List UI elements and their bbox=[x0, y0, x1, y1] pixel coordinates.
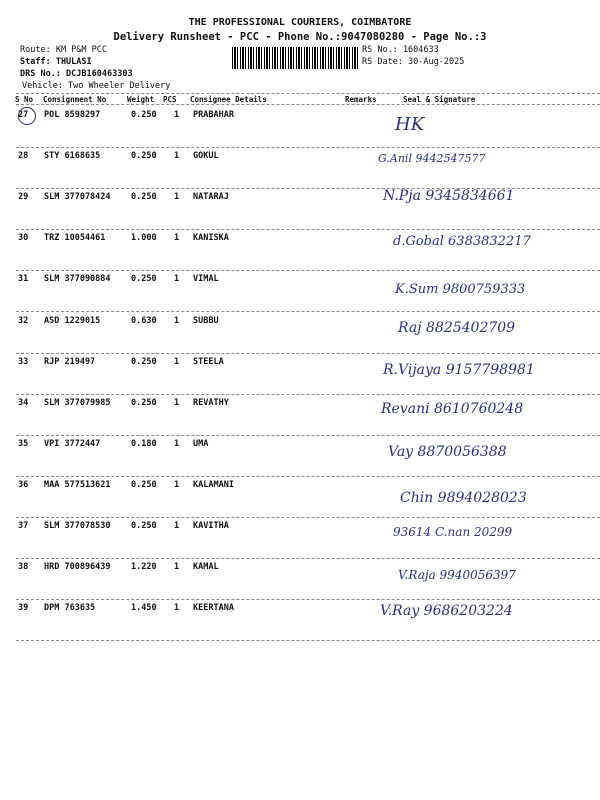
row-divider bbox=[16, 229, 600, 230]
handwritten-signature: Chin 9894028023 bbox=[400, 490, 527, 506]
table-row bbox=[0, 439, 600, 480]
consignee-name: STEELA bbox=[193, 356, 224, 367]
row-divider bbox=[16, 147, 600, 148]
col-remarks: Remarks bbox=[345, 95, 377, 104]
weight-value: 0.250 bbox=[131, 397, 157, 408]
consignee-name: VIMAL bbox=[193, 274, 219, 285]
serial-number: 34 bbox=[18, 397, 29, 408]
weight-value: 0.180 bbox=[131, 438, 157, 449]
barcode-image bbox=[232, 47, 358, 69]
pieces-count: 1 bbox=[174, 603, 180, 614]
col-weight: Weight bbox=[127, 95, 155, 104]
col-consignee: Consignee Details bbox=[190, 95, 267, 104]
staff-label: Staff: THULASI bbox=[20, 57, 92, 67]
consignment-number: SLM 377079985 bbox=[44, 397, 111, 408]
serial-number: 39 bbox=[18, 603, 29, 614]
serial-number: 29 bbox=[18, 192, 29, 203]
pieces-count: 1 bbox=[174, 521, 180, 531]
consignee-name: KALAMANI bbox=[193, 479, 234, 490]
handwritten-signature: V.Ray 9686203224 bbox=[380, 603, 513, 619]
col-consignment: Consignment No bbox=[43, 95, 107, 104]
table-row bbox=[0, 151, 600, 192]
consignee-name: KAVITHA bbox=[193, 521, 229, 531]
serial-number: 37 bbox=[18, 521, 29, 531]
pieces-count: 1 bbox=[174, 151, 180, 162]
row-divider bbox=[16, 353, 600, 354]
weight-value: 0.250 bbox=[131, 110, 157, 120]
handwritten-signature: 93614 C.nan 20299 bbox=[393, 525, 513, 539]
pieces-count: 1 bbox=[174, 274, 180, 285]
header-bottom-rule bbox=[16, 104, 600, 105]
row-divider bbox=[16, 599, 600, 600]
pieces-count: 1 bbox=[174, 110, 180, 120]
weight-value: 0.250 bbox=[131, 192, 157, 203]
row-divider bbox=[16, 394, 600, 395]
serial-number: 27 bbox=[18, 110, 29, 120]
pieces-count: 1 bbox=[174, 397, 180, 408]
handwritten-signature: V.Raja 9940056397 bbox=[398, 568, 516, 582]
consignee-name: NATARAJ bbox=[193, 192, 229, 203]
pieces-count: 1 bbox=[174, 562, 180, 573]
handwritten-signature: N.Pja 9345834661 bbox=[383, 188, 515, 204]
pieces-count: 1 bbox=[174, 438, 180, 449]
runsheet-subtitle: Delivery Runsheet - PCC - Phone No.:9047080280 - Page No.:3 bbox=[113, 31, 487, 43]
consignment-number: DPM 763635 bbox=[44, 603, 96, 614]
weight-value: 0.250 bbox=[131, 521, 157, 531]
row-divider bbox=[16, 435, 600, 436]
consignee-name: KAMAL bbox=[193, 562, 219, 573]
consignment-number: HRD 700896439 bbox=[44, 562, 111, 573]
weight-value: 0.250 bbox=[131, 151, 157, 162]
row-divider bbox=[16, 558, 600, 559]
route-label: Route: KM P&M PCC bbox=[20, 45, 107, 55]
consignee-name: GOKUL bbox=[193, 151, 219, 162]
serial-number: 30 bbox=[18, 233, 29, 244]
col-sno: S No bbox=[15, 95, 34, 104]
row-divider bbox=[16, 476, 600, 477]
handwritten-signature: Revani 8610760248 bbox=[381, 401, 524, 417]
consignment-number: SLM 377078424 bbox=[44, 192, 111, 203]
rs-date: RS Date: 30-Aug-2025 bbox=[362, 57, 465, 67]
rs-number: RS No.: 1604633 bbox=[362, 45, 439, 55]
header-top-rule bbox=[16, 93, 600, 94]
consignee-name: KANISKA bbox=[193, 233, 229, 244]
row-divider bbox=[16, 270, 600, 271]
consignment-number: RJP 219497 bbox=[44, 356, 96, 367]
weight-value: 1.220 bbox=[131, 562, 157, 573]
consignment-number: VPI 3772447 bbox=[44, 438, 101, 449]
handwritten-signature: HK bbox=[395, 114, 425, 135]
pieces-count: 1 bbox=[174, 479, 180, 490]
serial-number: 28 bbox=[18, 151, 29, 162]
consignment-number: ASD 1229015 bbox=[44, 315, 101, 326]
handwritten-signature: Raj 8825402709 bbox=[398, 320, 516, 336]
serial-number: 32 bbox=[18, 315, 29, 326]
consignment-number: TRZ 10054461 bbox=[44, 233, 106, 244]
serial-number: 36 bbox=[18, 479, 29, 490]
handwritten-signature: G.Anil 9442547577 bbox=[378, 152, 486, 165]
row-divider bbox=[16, 311, 600, 312]
weight-value: 1.450 bbox=[131, 603, 157, 614]
row-divider bbox=[16, 517, 600, 518]
vehicle-label: Vehicle: Two Wheeler Delivery bbox=[22, 81, 171, 91]
weight-value: 0.250 bbox=[131, 479, 157, 490]
consignment-number: SLM 377078530 bbox=[44, 521, 111, 531]
circle-mark bbox=[18, 107, 36, 125]
serial-number: 31 bbox=[18, 274, 29, 285]
serial-number: 35 bbox=[18, 438, 29, 449]
consignee-name: PRABAHAR bbox=[193, 110, 234, 120]
company-title: THE PROFESSIONAL COURIERS, COIMBATORE bbox=[188, 17, 412, 28]
col-pcs: PCS bbox=[163, 95, 177, 104]
weight-value: 0.630 bbox=[131, 315, 157, 326]
pieces-count: 1 bbox=[174, 192, 180, 203]
pieces-count: 1 bbox=[174, 233, 180, 244]
serial-number: 33 bbox=[18, 356, 29, 367]
handwritten-signature: R.Vijaya 9157798981 bbox=[383, 362, 535, 378]
consignment-number: SLM 377090884 bbox=[44, 274, 111, 285]
handwritten-signature: K.Sum 9800759333 bbox=[395, 282, 526, 297]
table-row bbox=[0, 110, 600, 151]
consignee-name: KEERTANA bbox=[193, 603, 234, 614]
col-seal-signature: Seal & Signature bbox=[403, 95, 476, 104]
row-divider bbox=[16, 640, 600, 641]
consignee-name: SUBBU bbox=[193, 315, 219, 326]
drs-label: DRS No.: DCJB160463303 bbox=[20, 69, 133, 79]
handwritten-signature: d.Gobal 6383832217 bbox=[393, 234, 531, 249]
consignment-number: POL 8598297 bbox=[44, 110, 101, 120]
pieces-count: 1 bbox=[174, 356, 180, 367]
consignee-name: UMA bbox=[193, 438, 209, 449]
serial-number: 38 bbox=[18, 562, 29, 573]
consignee-name: REVATHY bbox=[193, 397, 229, 408]
handwritten-signature: Vay 8870056388 bbox=[388, 444, 507, 460]
pieces-count: 1 bbox=[174, 315, 180, 326]
consignment-number: MAA 577513621 bbox=[44, 479, 111, 490]
weight-value: 0.250 bbox=[131, 274, 157, 285]
weight-value: 0.250 bbox=[131, 356, 157, 367]
consignment-number: STY 6168635 bbox=[44, 151, 101, 162]
weight-value: 1.000 bbox=[131, 233, 157, 244]
